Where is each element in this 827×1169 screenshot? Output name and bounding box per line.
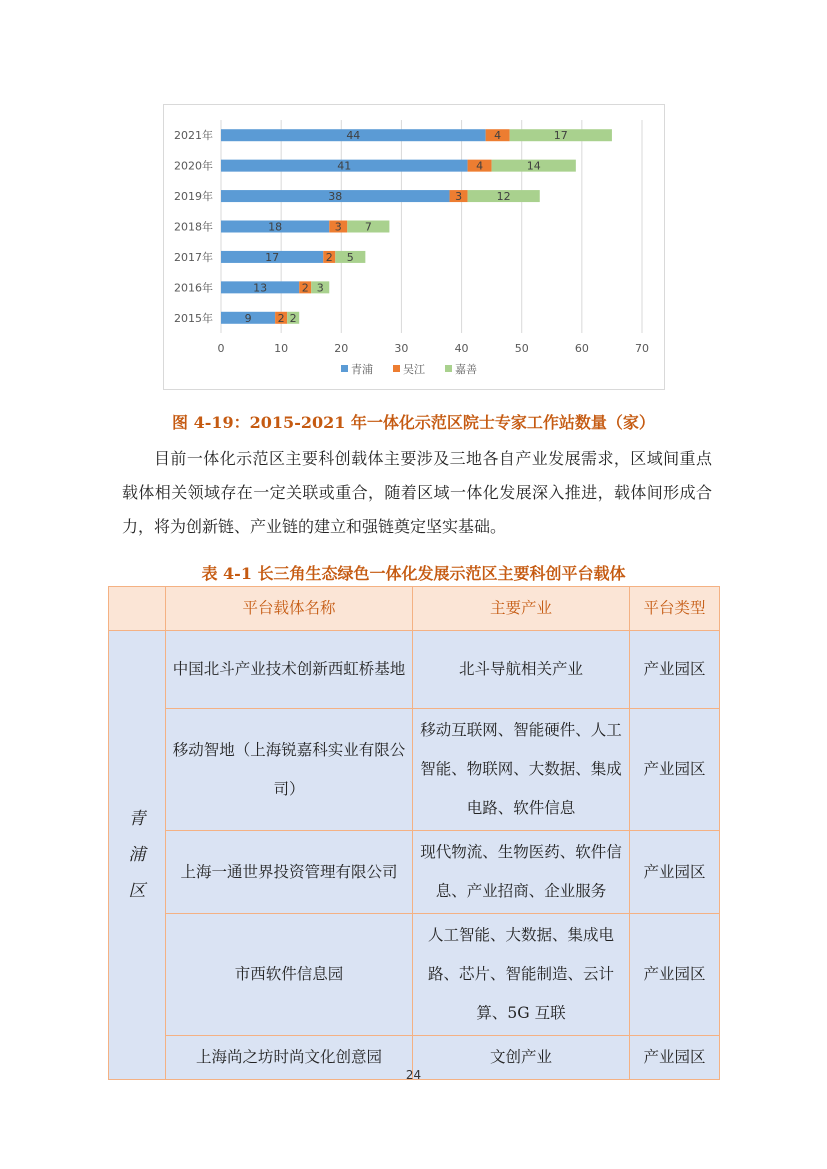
x-tick-label: 70	[635, 342, 649, 355]
type-cell: 产业园区	[630, 831, 720, 914]
industry-cell: 现代物流、生物医药、软件信息、产业招商、企业服务	[413, 831, 630, 914]
y-category-label: 2018年	[174, 220, 213, 234]
legend-label: 吴江	[403, 363, 425, 376]
table-caption: 表 4-1 长三角生态绿色一体化发展示范区主要科创平台载体	[201, 564, 626, 583]
header-platform-name: 平台载体名称	[166, 587, 413, 631]
body-paragraph: 目前一体化示范区主要科创载体主要涉及三地各自产业发展需求，区域间重点载体相关领域存在一定关联或重合，随着区域一体化发展深入推进，载体间形成合力，将为创新链、产业链的建立和强链奠定坚实基础。	[122, 449, 712, 536]
data-label: 17	[265, 250, 280, 264]
platform-name-cell: 市西软件信息园	[166, 914, 413, 1036]
legend-swatch	[341, 365, 348, 372]
table-row	[109, 631, 720, 709]
y-category-label: 2016年	[174, 281, 213, 295]
x-tick-label: 20	[334, 342, 349, 355]
y-category-label: 2020年	[174, 159, 213, 173]
x-tick-label: 60	[574, 342, 589, 355]
industry-cell: 北斗导航相关产业	[413, 631, 630, 709]
data-label: 17	[553, 129, 568, 143]
header-blank-cell	[109, 587, 166, 631]
industry-cell: 文创产业	[413, 1036, 630, 1080]
platform-name-cell: 上海一通世界投资管理有限公司	[166, 831, 413, 914]
x-tick-label: 0	[217, 342, 225, 355]
x-tick-label: 30	[394, 342, 409, 355]
data-label: 12	[496, 190, 511, 204]
table-row	[109, 709, 720, 831]
y-category-label: 2021年	[174, 129, 213, 143]
type-cell: 产业园区	[630, 631, 720, 709]
data-label: 38	[328, 190, 343, 204]
header-platform-type: 平台类型	[630, 587, 720, 631]
platform-name-cell: 上海尚之坊时尚文化创意园	[166, 1036, 413, 1080]
data-label: 3	[316, 281, 324, 295]
industry-cell: 移动互联网、智能硬件、人工智能、物联网、大数据、集成电路、软件信息	[413, 709, 630, 831]
legend-label: 青浦	[351, 363, 373, 376]
data-label: 4	[476, 159, 484, 173]
data-label: 2	[301, 281, 309, 295]
platform-table	[108, 586, 720, 1080]
figure-caption: 图 4-19：2015-2021 年一体化示范区院士专家工作站数量（家）	[172, 413, 655, 432]
y-category-label: 2015年	[174, 311, 213, 325]
x-tick-label: 40	[454, 342, 469, 355]
x-tick-label: 10	[274, 342, 289, 355]
data-label: 41	[337, 159, 352, 173]
type-cell: 产业园区	[630, 914, 720, 1036]
data-label: 13	[253, 281, 268, 295]
y-category-label: 2019年	[174, 190, 213, 204]
x-tick-label: 50	[514, 342, 529, 355]
type-cell: 产业园区	[630, 1036, 720, 1080]
table-header-row	[109, 587, 720, 631]
data-label: 2	[277, 311, 285, 325]
data-label: 14	[526, 159, 541, 173]
data-label: 3	[455, 190, 463, 204]
table-row	[109, 831, 720, 914]
industry-cell: 人工智能、大数据、集成电路、芯片、智能制造、云计算、5G 互联	[413, 914, 630, 1036]
data-label: 44	[346, 129, 361, 143]
data-label: 18	[268, 220, 283, 234]
page-number: 24	[405, 1068, 422, 1082]
data-label: 9	[244, 311, 252, 325]
chart-container	[163, 104, 665, 390]
district-label: 青浦区	[128, 809, 146, 901]
data-label: 4	[494, 129, 502, 143]
stacked-bar-chart	[164, 105, 666, 391]
data-label: 2	[325, 250, 333, 264]
district-cell	[109, 631, 166, 1080]
data-label: 5	[346, 250, 354, 264]
legend-swatch	[393, 365, 400, 372]
type-cell: 产业园区	[630, 709, 720, 831]
data-label: 3	[334, 220, 342, 234]
y-category-label: 2017年	[174, 250, 213, 264]
data-label: 7	[364, 220, 372, 234]
platform-name-cell: 中国北斗产业技术创新西虹桥基地	[166, 631, 413, 709]
header-main-industry: 主要产业	[413, 587, 630, 631]
data-label: 2	[289, 311, 297, 325]
legend-swatch	[445, 365, 452, 372]
platform-name-cell: 移动智地（上海锐嘉科实业有限公司）	[166, 709, 413, 831]
legend-label: 嘉善	[455, 363, 477, 376]
table-row	[109, 914, 720, 1036]
